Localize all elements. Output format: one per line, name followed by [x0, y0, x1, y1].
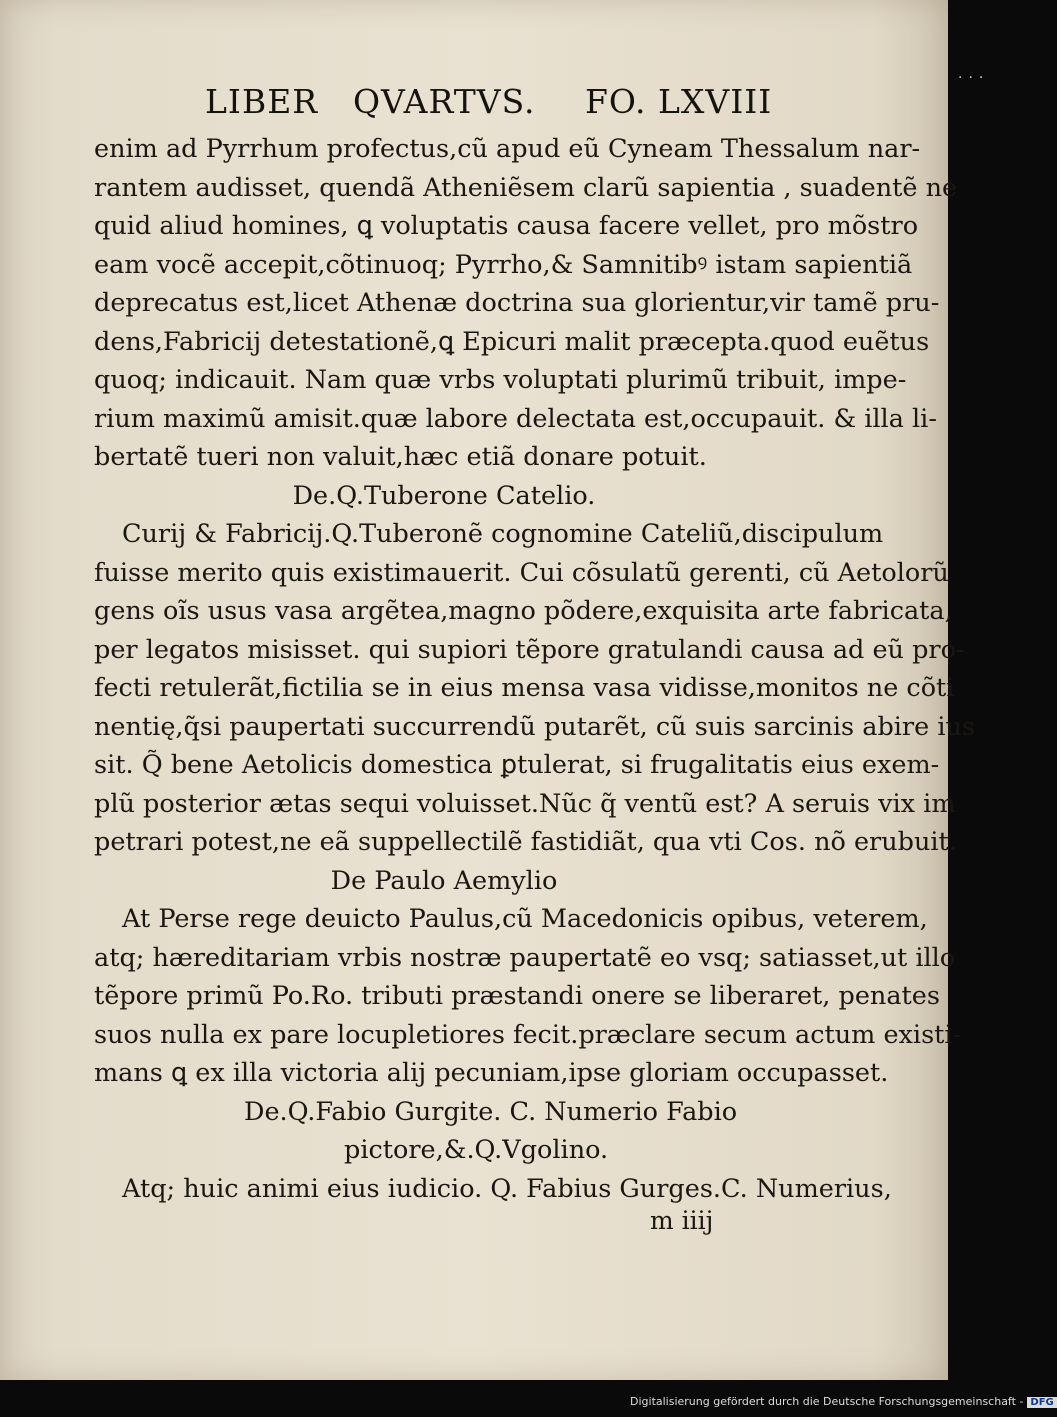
text-line: suos nulla ex pare locupletiores fecit.præclare secum actum existi- — [94, 1019, 962, 1050]
section-title: De Paulo Aemylio — [330, 865, 558, 896]
text-line: atq; hæreditariam vrbis nostræ paupertatẽ eo vsq; satiasset,ut illo — [94, 942, 956, 973]
section-title: De.Q.Tuberone Catelio. — [292, 480, 596, 511]
text-line: eam vocẽ accepit,cõtinuoq; Pyrrho,& Samnitibꝰ istam sapientiã — [94, 249, 913, 280]
text-line: fecti retulerãt,fictilia se in eius mensa vasa vidisse,monitos ne cõti — [94, 673, 955, 703]
text-line: quoq; indicauit. Nam quæ vrbs voluptati plurimũ tribuit, impe- — [94, 365, 907, 395]
text-line: nentię,q̃si paupertati succurrendũ putarẽt, cũ suis sarcinis abire ius — [94, 711, 975, 742]
running-head-center: QVARTVS. — [353, 82, 536, 121]
footer-credit — [630, 1395, 1057, 1408]
folio-number: FO. LXVIII — [585, 82, 773, 121]
text-line: sit. Q̃ bene Aetolicis domestica ꝑtulerat, si frugalitatis eius exem- — [94, 750, 940, 780]
signature-mark: m iiij — [650, 1206, 714, 1235]
section-title-continued: pictore,&.Q.Vgolino. — [344, 1135, 609, 1165]
text-line: fuisse merito quis existimauerit. Cui cõsulatũ gerenti, cũ Aetolorũ — [94, 557, 949, 588]
text-line: tẽpore primũ Po.Ro. tributi præstandi onere se liberaret, penates — [94, 981, 940, 1011]
text-line: per legatos misisset. qui supiori tẽpore gratulandi causa ad eũ pro- — [94, 634, 965, 665]
section-title: De.Q.Fabio Gurgite. C. Numerio Fabio — [244, 1096, 738, 1127]
text-line: At Perse rege deuicto Paulus,cũ Macedonicis opibus, veterem, — [122, 904, 928, 934]
text-line: petrari potest,ne eã suppellectilẽ fastidiãt, qua vti Cos. nõ erubuit. — [94, 827, 957, 857]
text-line: bertatẽ tueri non valuit,hæc etiã donare potuit. — [94, 442, 707, 472]
page-header — [205, 82, 773, 126]
text-line: dens,Fabricij detestationẽ,ꝗ Epicuri malit præcepta.quod euẽtus — [94, 326, 930, 357]
dfg-logo: DFG — [1027, 1397, 1056, 1408]
body-text — [94, 130, 975, 1208]
text-line: deprecatus est,licet Athenæ doctrina sua glorientur,vir tamẽ pru- — [94, 288, 940, 318]
footer-text: Digitalisierung gefördert durch die Deutsche Forschungsgemeinschaft - — [630, 1395, 1024, 1408]
text-line: mans ꝗ ex illa victoria alij pecuniam,ipse gloriam occupasset. — [94, 1058, 889, 1088]
text-line: rium maximũ amisit.quæ labore delectata est,occupauit. & illa li- — [94, 403, 937, 434]
text-line: enim ad Pyrrhum profectus,cũ apud eũ Cyneam Thessalum nar- — [94, 134, 921, 164]
text-line: rantem audisset, quendã Atheniẽsem clarũ sapientia , suadentẽ ne — [94, 172, 958, 203]
text-line: plũ posterior ætas sequi voluisset.Nũc q̃ ventũ est? A seruis vix im — [94, 788, 956, 819]
text-line: gens oĩs usus vasa argẽtea,magno põdere,exquisita arte fabricata, — [94, 596, 953, 626]
edge-dots: ··· — [958, 70, 990, 86]
text-line: Atq; huic animi eius iudicio. Q. Fabius Gurges.C. Numerius, — [122, 1173, 892, 1204]
text-line: quid aliud homines, ꝗ voluptatis causa facere vellet, pro mõstro — [94, 211, 919, 241]
text-line: Curij & Fabricij.Q.Tuberonẽ cognomine Cateliũ,discipulum — [122, 519, 884, 549]
running-head-left: LIBER — [205, 82, 319, 121]
